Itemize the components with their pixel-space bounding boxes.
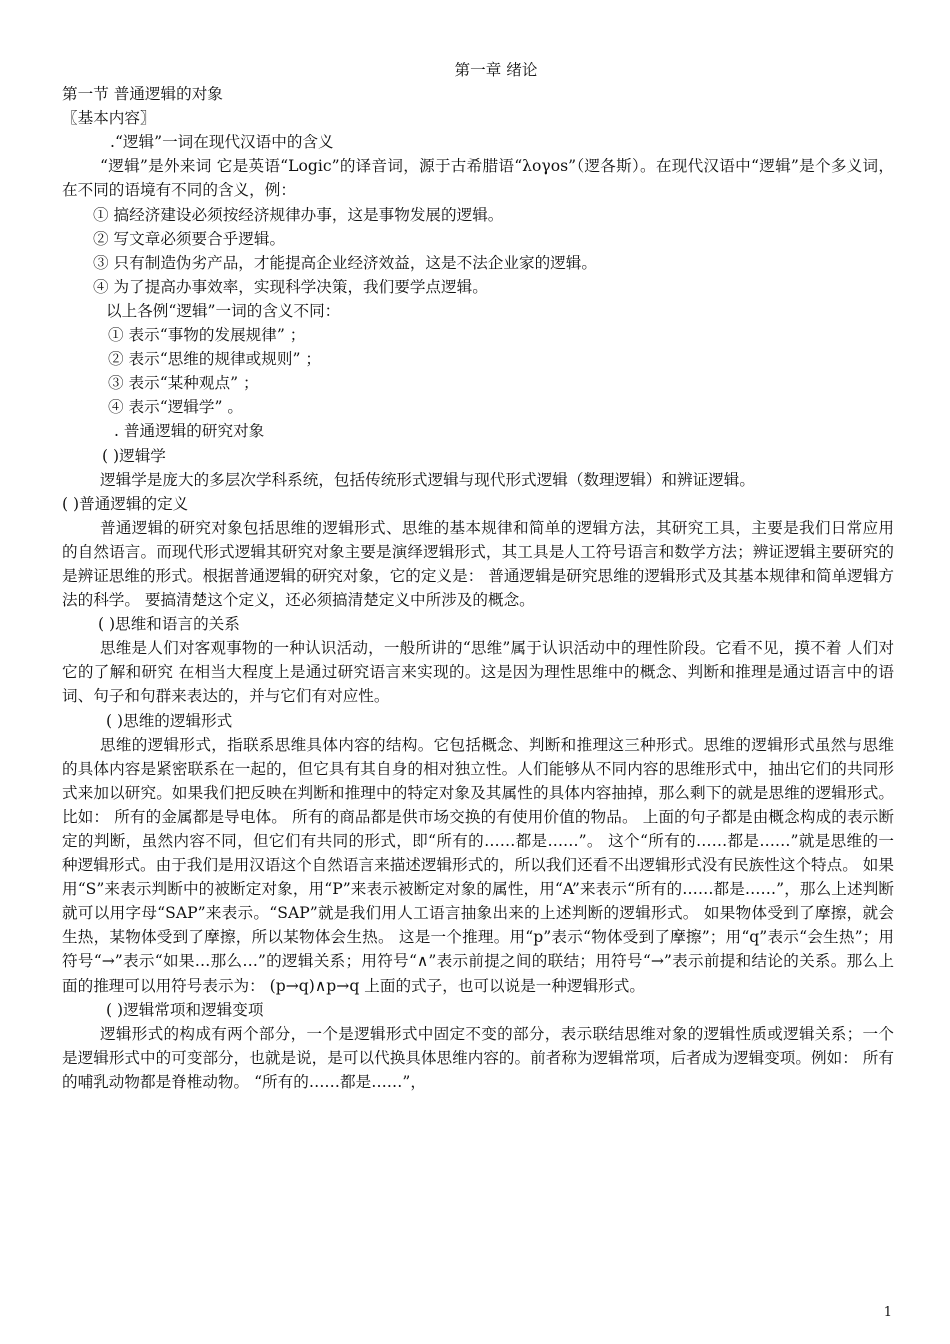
example-item: ② 写文章必须要合乎逻辑。 — [93, 229, 286, 248]
paragraph-thought-language: 思维是人们对客观事物的一种认识活动，一般所讲的“思维”属于认识活动中的理性阶段。它看不见，摸不着 人们对它的了解和研究 在相当大程度上是通过研究语言来实现的。这是因为理性思维中的概念、判断和推理是通过语言中的语词、句子和句群来表达的，并与它们有对应性。 — [62, 639, 894, 706]
basic-content-label: 〖基本内容〗 — [62, 109, 156, 128]
heading-logic: ( )逻辑学 — [102, 446, 166, 465]
paragraph-logical-form: 思维的逻辑形式，指联系思维具体内容的结构。它包括概念、判断和推理这三种形式。思维的逻辑形式虽然与思维的具体内容是紧密联系在一起的，但它具有其自身的相对独立性。人们能够从不同内容的思维形式中，抽出它们的共同形式来加以研究。如果我们把反映在判断和推理中的特定对象及其属性的具体内容抽掉，那么剩下的就是思维的逻辑形式。比如： 所有的金属都是导电体。 所有的商品都是供市场交换的有使用价值的物品。 上面的句子都是由概念构成的表示断定的判断，虽然内容不同，但它们有共同的形式，即“所有的……都是……”。 这个“所有的……都是……”就是思维的一种逻辑形式。由于我们是用汉语这个自然语言来描述逻辑形式的，所以我们还看不出逻辑形式没有民族性这个特点。 如果用“S”来表示判断中的被断定对象，用“P”来表示被断定对象的属性，用“A”来表示“所有的……都是……”，那么上述判断就可以用字母“SAP”来表示。“SAP”就是我们用人工语言抽象出来的上述判断的逻辑形式。 如果物体受到了摩擦，就会生热，某物体受到了摩擦，所以某物体会生热。 这是一个推理。用“p”表示“物体受到了摩擦”；用“q”表示“会生热”；用符号“→”表示“如果…那么…”的逻辑关系；用符号“∧”表示前提之间的联结；用符号“→”表示前提和结论的关系。那么上面的推理可以用符号表示为： (p→q)∧p→q 上面的式子，也可以说是一种逻辑形式。 — [62, 735, 894, 995]
example-item: ③ 只有制造伪劣产品，才能提高企业经济效益，这是不法企业家的逻辑。 — [93, 253, 597, 272]
heading-logical-form: ( )思维的逻辑形式 — [106, 711, 233, 730]
meaning-item: ④ 表示“逻辑学” 。 — [108, 398, 244, 417]
meanings-intro: 以上各例“逻辑”一词的含义不同： — [106, 301, 341, 320]
section-title: 第一节 普通逻辑的对象 — [62, 85, 223, 104]
heading-meaning: .“逻辑”一词在现代汉语中的含义 — [110, 133, 334, 152]
paragraph-definition: 普通逻辑的研究对象包括思维的逻辑形式、思维的基本规律和简单的逻辑方法，其研究工具，主要是我们日常应用的自然语言。而现代形式逻辑其研究对象主要是演绎逻辑形式，其工具是人工符号语言和数学方法；辨证逻辑主要研究的是辨证思维的形式。根据普通逻辑的研究对象，它的定义是： 普通逻辑是研究思维的逻辑形式及其基本规律和简单逻辑方法的科学。 要搞清楚这个定义，还必须搞清楚定义中所涉及的概念。 — [62, 518, 894, 610]
paragraph-logic-origin: “逻辑”是外来词 它是英语“Logic”的译音词，源于古希腊语“λογοs”（逻各斯）。在现代汉语中“逻辑”是个多义词，在不同的语境有不同的含义，例： — [62, 157, 894, 200]
chapter-title: 第一章 绪论 — [454, 61, 538, 79]
page-number: 1 — [883, 1305, 892, 1320]
document-page — [62, 58, 894, 1094]
paragraph-constants-variables: 逻辑形式的构成有两个部分，一个是逻辑形式中固定不变的部分，表示联结思维对象的逻辑性质或逻辑关系；一个是逻辑形式中的可变部分，也就是说，是可以代换具体思维内容的。前者称为逻辑常项，后者成为逻辑变项。例如： 所有的哺乳动物都是脊椎动物。 “所有的……都是……”， — [62, 1024, 894, 1091]
meaning-item: ③ 表示“某种观点” ； — [108, 374, 259, 393]
example-item: ① 搞经济建设必须按经济规律办事，这是事物发展的逻辑。 — [93, 205, 504, 224]
paragraph-logic: 逻辑学是庞大的多层次学科系统，包括传统形式逻辑与现代形式逻辑（数理逻辑）和辨证逻辑。 — [100, 470, 755, 489]
meaning-item: ② 表示“思维的规律或规则” ； — [108, 350, 321, 369]
example-item: ④ 为了提高办事效率，实现科学决策，我们要学点逻辑。 — [93, 277, 488, 296]
heading-thought-language: ( )思维和语言的关系 — [98, 615, 240, 634]
meaning-item: ① 表示“事物的发展规律” ； — [108, 326, 306, 345]
heading-constants-variables: ( )逻辑常项和逻辑变项 — [106, 1000, 264, 1019]
heading-research-object: . 普通逻辑的研究对象 — [114, 422, 265, 441]
heading-definition: ( )普通逻辑的定义 — [62, 494, 189, 513]
